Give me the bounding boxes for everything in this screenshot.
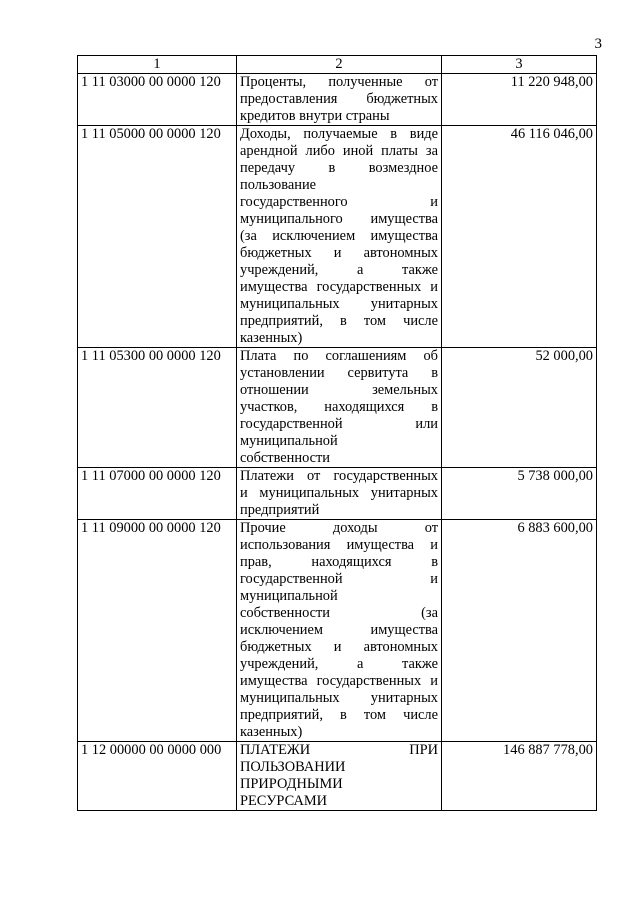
revenue-code-cell: 1 11 05000 00 0000 120 [78, 126, 237, 348]
description-line: муниципальных унитарных [240, 690, 438, 706]
description-line: ПОЛЬЗОВАНИИ [240, 759, 346, 775]
table-row [78, 126, 597, 348]
description-line: ПЛАТЕЖИ ПРИ [240, 742, 438, 758]
column-header-3: 3 [442, 56, 597, 74]
revenue-amount-cell: 11 220 948,00 [442, 74, 597, 126]
description-line: муниципальных унитарных [240, 296, 438, 312]
description-line: прав, находящихся в [240, 554, 438, 570]
revenue-description-cell [237, 468, 442, 520]
budget-revenue-table [77, 55, 597, 811]
description-line: Прочие доходы от [240, 520, 438, 536]
description-line: казенных) [240, 330, 303, 346]
revenue-amount-cell: 6 883 600,00 [442, 520, 597, 742]
description-line: собственности [240, 450, 331, 466]
page-number: 3 [594, 36, 602, 52]
description-line: имущества государственных и [240, 279, 438, 295]
revenue-code-cell: 1 12 00000 00 0000 000 [78, 742, 237, 811]
column-header-1: 1 [78, 56, 237, 74]
description-line: муниципального имущества [240, 211, 438, 227]
table-row [78, 348, 597, 468]
revenue-code-cell: 1 11 07000 00 0000 120 [78, 468, 237, 520]
revenue-amount-cell: 146 887 778,00 [442, 742, 597, 811]
table-header-row [78, 56, 597, 74]
description-line: отношении земельных [240, 382, 438, 398]
description-line: Доходы, получаемые в виде [240, 126, 438, 142]
table-row [78, 74, 597, 126]
revenue-amount-cell: 5 738 000,00 [442, 468, 597, 520]
description-line: кредитов внутри страны [240, 108, 390, 124]
description-line: имущества государственных и [240, 673, 438, 689]
table-row [78, 520, 597, 742]
description-line: бюджетных и автономных [240, 639, 438, 655]
description-line: пользование [240, 177, 317, 193]
description-line: предоставления бюджетных [240, 91, 438, 107]
table-row [78, 468, 597, 520]
description-line: бюджетных и автономных [240, 245, 438, 261]
revenue-code-cell: 1 11 03000 00 0000 120 [78, 74, 237, 126]
description-line: участков, находящихся в [240, 399, 438, 415]
description-line: государственного и [240, 194, 438, 210]
description-line: учреждений, а также [240, 656, 438, 672]
description-line: собственности (за [240, 605, 438, 621]
description-line: использования имущества и [240, 537, 438, 553]
description-line: Плата по соглашениям об [240, 348, 438, 364]
description-line: государственной или [240, 416, 438, 432]
revenue-description-cell [237, 520, 442, 742]
description-line: исключением имущества [240, 622, 438, 638]
description-line: Платежи от государственных [240, 468, 438, 484]
description-line: учреждений, а также [240, 262, 438, 278]
description-line: установлении сервитута в [240, 365, 438, 381]
description-line: казенных) [240, 724, 303, 740]
description-line: Проценты, полученные от [240, 74, 438, 90]
description-line: передачу в возмездное [240, 160, 438, 176]
description-line: (за исключением имущества [240, 228, 438, 244]
revenue-description-cell [237, 126, 442, 348]
description-line: предприятий, в том числе [240, 313, 438, 329]
table-body [78, 74, 597, 811]
description-line: муниципальной [240, 433, 338, 449]
revenue-code-cell: 1 11 05300 00 0000 120 [78, 348, 237, 468]
revenue-code-cell: 1 11 09000 00 0000 120 [78, 520, 237, 742]
revenue-amount-cell: 52 000,00 [442, 348, 597, 468]
description-line: предприятий [240, 502, 320, 518]
description-line: и муниципальных унитарных [240, 485, 438, 501]
description-line: арендной либо иной платы за [240, 143, 438, 159]
description-line: государственной и [240, 571, 438, 587]
description-line: предприятий, в том числе [240, 707, 438, 723]
revenue-amount-cell: 46 116 046,00 [442, 126, 597, 348]
table-row [78, 742, 597, 811]
description-line: муниципальной [240, 588, 338, 604]
revenue-description-cell [237, 74, 442, 126]
description-line: РЕСУРСАМИ [240, 793, 328, 809]
column-header-2: 2 [237, 56, 442, 74]
revenue-description-cell [237, 742, 442, 811]
description-line: ПРИРОДНЫМИ [240, 776, 343, 792]
revenue-description-cell [237, 348, 442, 468]
